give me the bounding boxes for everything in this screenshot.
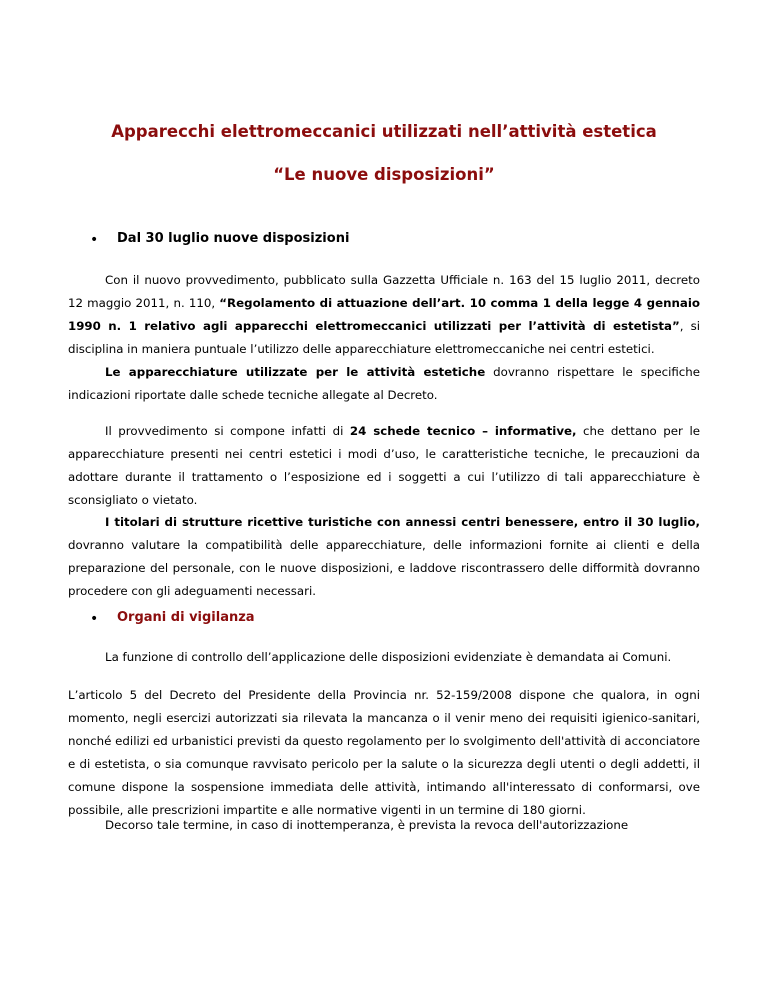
paragraph-emphasis: Le apparecchiature utilizzate per le attività estetiche: [105, 365, 486, 379]
paragraph-revocation: [68, 814, 700, 837]
paragraph-equipment: [68, 361, 700, 407]
paragraph-text: Con il nuovo provvedimento, pubblicato sulla Gazzetta Ufficiale n. 163 del 15 luglio 2011, decreto 12 maggio 2011, n. 110,: [68, 273, 700, 310]
paragraph-text: L’articolo 5 del Decreto del Presidente della Provincia nr. 52-159/2008 dispone che qualora, in ogni momento, negli esercizi autorizzati sia rilevata la mancanza o il venir meno dei requisiti igienico-sanitari, nonché edilizi ed urbanistici previsti da questo regolamento per lo svolgimento dell'attività di acconciatore e di estetista, o sia comunque ravvisato pericolo per la salute o la sicurezza degli utenti o degli addetti, il comune dispone la sospensione immediata delle attività, intimando all'interessato di conformarsi, ove possibile, alle prescrizioni impartite e alle normative vigenti in un termine di 180 giorni.: [68, 688, 700, 817]
decree-title: “Regolamento di attuazione dell’art. 10 comma 1 della legge 4 gennaio 1990 n. 1 relativo agli apparecchi elettromeccanici utilizzati per l’attività di estetista”: [68, 296, 700, 333]
bullet-icon: •: [90, 232, 99, 248]
paragraph-text: che dettano per le apparecchiature presenti nei centri estetici i modi d’uso, le caratteristiche tecniche, le precauzioni da adottare durante il trattamento o l’esposizione ed i soggetti a cui l’utilizzo di tali apparecchiature è sconsigliato o vietato.: [68, 424, 700, 507]
document-title: Apparecchi elettromeccanici utilizzati nell’attività estetica: [111, 122, 657, 141]
section-heading-supervision: Organi di vigilanza: [117, 610, 255, 625]
paragraph-text: , si disciplina in maniera puntuale l’utilizzo delle apparecchiature elettromeccaniche nei centri estetici.: [68, 319, 700, 356]
document-subtitle: “Le nuove disposizioni”: [273, 165, 495, 184]
paragraph-emphasis: I titolari di strutture ricettive turistiche con annessi centri benessere, entro il 30 luglio,: [105, 515, 700, 529]
paragraph-technical-sheets: [68, 420, 700, 512]
paragraph-text: dovranno rispettare le specifiche indicazioni riportate dalle schede tecniche allegate al Decreto.: [68, 365, 700, 402]
bullet-icon: •: [90, 611, 99, 627]
paragraph-control: [68, 646, 700, 669]
section-heading-new-rules: Dal 30 luglio nuove disposizioni: [117, 231, 350, 246]
paragraph-text: Il provvedimento si compone infatti di: [105, 424, 350, 438]
paragraph-text: Decorso tale termine, in caso di inottemperanza, è prevista la revoca dell'autorizzazione: [105, 818, 629, 832]
paragraph-owners: [68, 511, 700, 603]
paragraph-text: La funzione di controllo dell’applicazione delle disposizioni evidenziate è demandata ai Comuni.: [105, 650, 672, 664]
paragraph-emphasis: 24 schede tecnico – informative,: [349, 424, 577, 438]
paragraph-article-5: [68, 684, 700, 822]
paragraph-decree: [68, 269, 700, 361]
paragraph-text: dovranno valutare la compatibilità delle apparecchiature, delle informazioni fornite ai clienti e della preparazione del personale, con le nuove disposizioni, e laddove riscontrassero delle difformità dovranno procedere con gli adeguamenti necessari.: [68, 538, 700, 598]
